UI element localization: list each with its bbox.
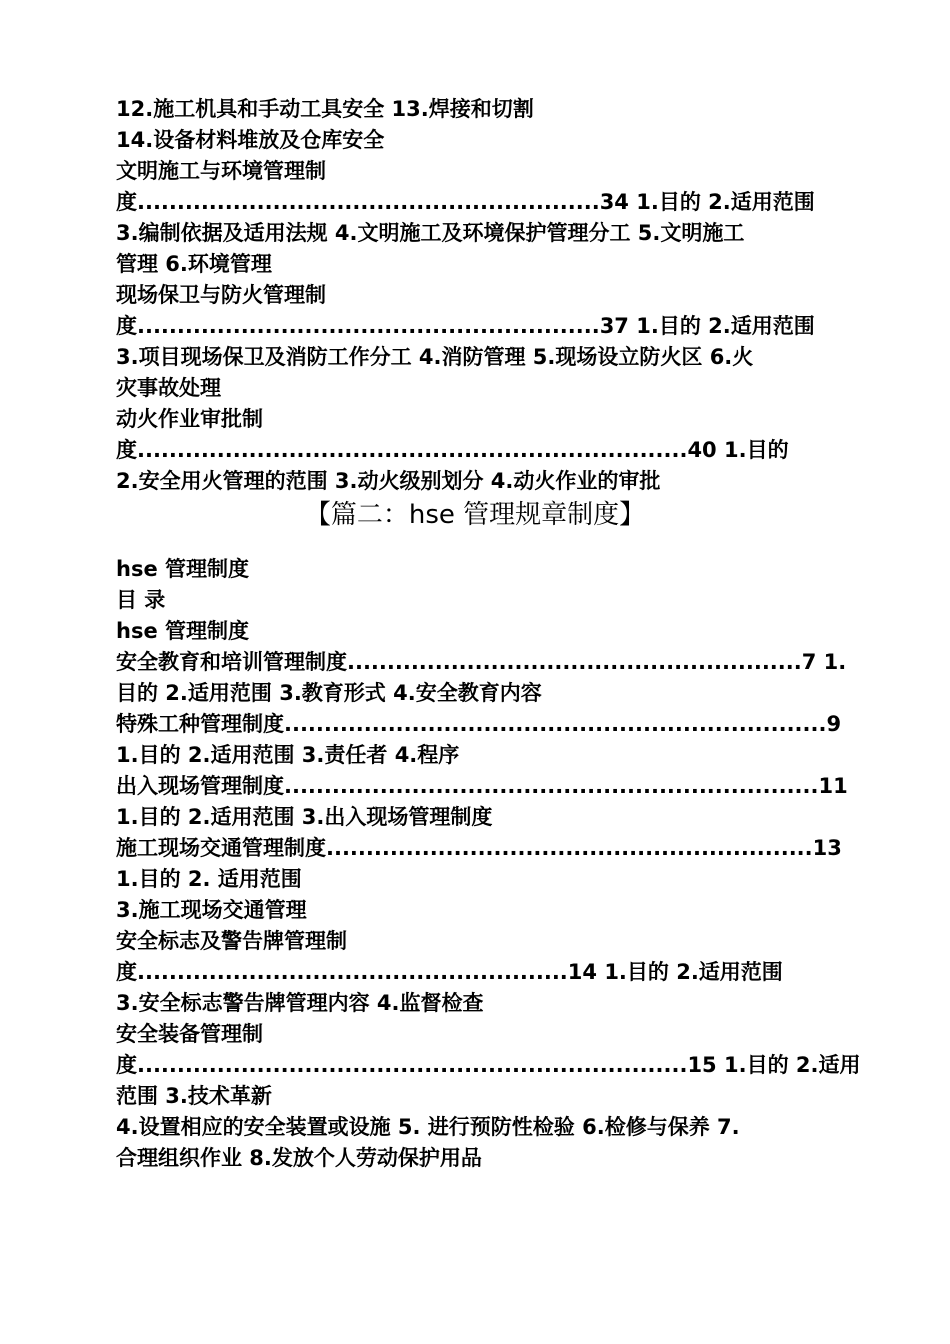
toc-line: 3.项目现场保卫及消防工作分工 4.消防管理 5.现场设立防火区 6.火 [116,345,754,369]
toc-line: 目的 2.适用范围 3.教育形式 4.安全教育内容 [116,681,542,705]
toc-line: 2.安全用火管理的范围 3.动火级别划分 4.动火作业的审批 [116,469,661,493]
toc-line: 3.施工现场交通管理 [116,898,307,922]
toc-line: 管理 6.环境管理 [116,252,272,276]
toc-line: 度.....................................................................40 1.目的 [116,438,789,462]
toc-line: 出入现场管理制度...................................................................11 [116,774,848,798]
toc-line: 12.施工机具和手动工具安全 13.焊接和切割 [116,97,534,121]
toc-line: 1.目的 2.适用范围 3.责任者 4.程序 [116,743,460,767]
toc-line: hse 管理制度 [116,557,250,581]
toc-line: 安全教育和培训管理制度.........................................................7 1. [116,650,847,674]
toc-line: 目 录 [116,588,166,612]
toc-line: 度..........................................................34 1.目的 2.适用范围 [116,190,815,214]
toc-line: 3.编制依据及适用法规 4.文明施工及环境保护管理分工 5.文明施工 [116,221,745,245]
toc-line: hse 管理制度 [116,619,250,643]
toc-line: 1.目的 2. 适用范围 [116,867,302,891]
section-title: 【篇二：hse 管理规章制度】 [304,500,646,530]
toc-line: 灾事故处理 [116,376,221,400]
toc-line: 4.设置相应的安全装置或设施 5. 进行预防性检验 6.检修与保养 7. [116,1115,740,1139]
toc-line: 施工现场交通管理制度.............................................................13 [116,836,842,860]
toc-line: 3.安全标志警告牌管理内容 4.监督检查 [116,991,484,1015]
toc-line: 度.....................................................................15 1.目的 2.适用 [116,1053,861,1077]
toc-line: 动火作业审批制 [116,407,263,431]
toc-line: 14.设备材料堆放及仓库安全 [116,128,385,152]
toc-line: 合理组织作业 8.发放个人劳动保护用品 [116,1146,482,1170]
toc-line: 文明施工与环境管理制 [116,159,326,183]
toc-line: 1.目的 2.适用范围 3.出入现场管理制度 [116,805,493,829]
toc-line: 范围 3.技术革新 [116,1084,272,1108]
toc-line: 度......................................................14 1.目的 2.适用范围 [116,960,783,984]
toc-line: 安全装备管理制 [116,1022,263,1046]
toc-line: 安全标志及警告牌管理制 [116,929,347,953]
toc-line: 度..........................................................37 1.目的 2.适用范围 [116,314,815,338]
toc-line: 特殊工种管理制度....................................................................9 [116,712,842,736]
toc-line: 现场保卫与防火管理制 [116,283,326,307]
